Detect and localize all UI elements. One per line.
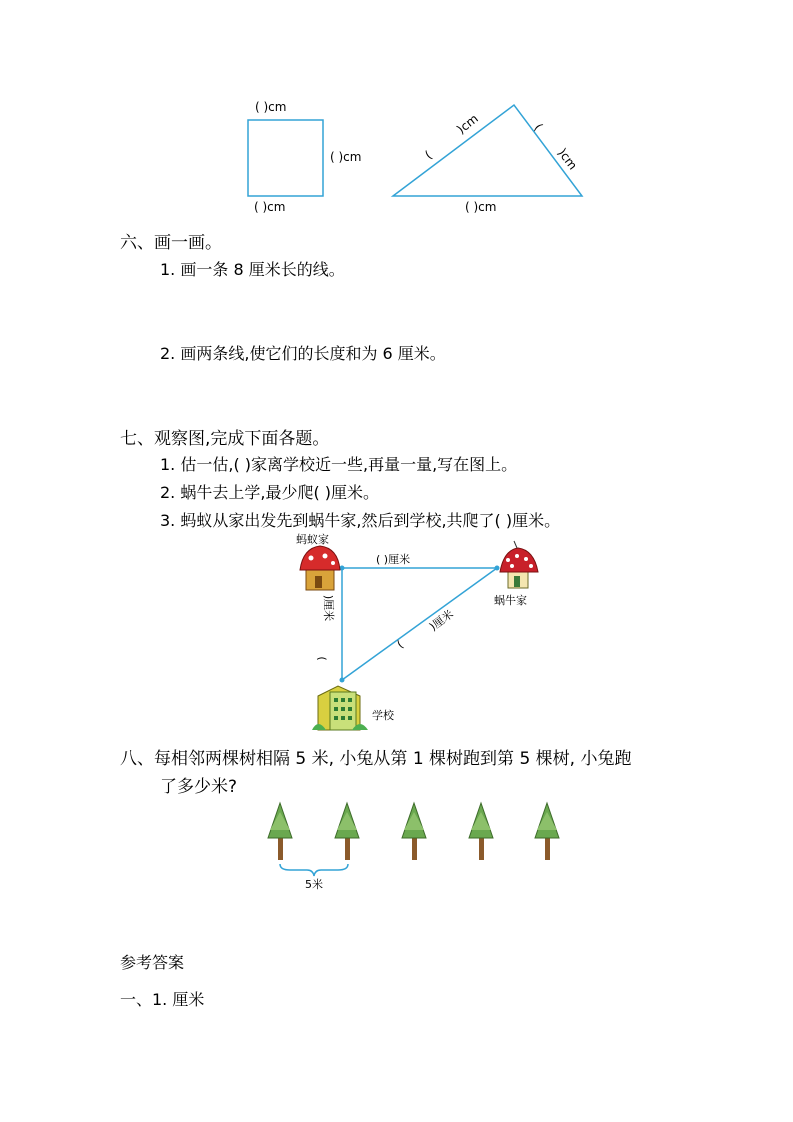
snail-home-icon	[500, 541, 538, 588]
section-7-question-1: 1. 估一估,( )家离学校近一些,再量一量,写在图上。	[160, 455, 518, 474]
snail-point	[495, 566, 500, 571]
section-8-question-line-2: 了多少米?	[160, 777, 238, 797]
section-6-question-1: 1. 画一条 8 厘米长的线。	[160, 260, 345, 279]
section-7-heading: 七、观察图,完成下面各题。	[120, 429, 330, 449]
triangle-left-close: )cm	[454, 111, 481, 137]
section-7-question-2: 2. 蜗牛去上学,最少爬( )厘米。	[160, 483, 380, 502]
square-shape	[248, 120, 323, 196]
left-distance-open: (	[315, 656, 329, 661]
section-7-question-3: 3. 蚂蚁从家出发先到蜗牛家,然后到学校,共爬了( )厘米。	[160, 511, 561, 530]
school-icon	[312, 686, 368, 730]
tree-icon-2	[335, 803, 359, 860]
left-distance-close: )厘米	[322, 594, 336, 622]
diagonal-distance-open: (	[394, 637, 406, 652]
square-bottom-label: ( )cm	[254, 200, 286, 214]
tree-icon-3	[402, 803, 426, 860]
diagonal-distance-close: )厘米	[426, 607, 456, 634]
tree-icon-1	[268, 803, 292, 860]
school-point	[340, 678, 345, 683]
triangle-left-open: (	[422, 148, 435, 162]
distance-brace	[280, 864, 348, 876]
ant-home-label: 蚂蚁家	[296, 533, 329, 546]
school-label: 学校	[372, 709, 394, 722]
tree-gap-label: 5米	[305, 878, 323, 891]
tree-icon-4	[469, 803, 493, 860]
ant-home-icon	[300, 546, 340, 590]
section-6-question-2: 2. 画两条线,使它们的长度和为 6 厘米。	[160, 344, 446, 363]
answer-1: 一、1. 厘米	[120, 990, 205, 1009]
square-top-label: ( )cm	[255, 100, 287, 114]
triangle-right-open: (	[531, 120, 546, 134]
answers-heading: 参考答案	[120, 953, 185, 972]
school-to-snail-line	[342, 568, 497, 680]
section-6-heading: 六、画一画。	[120, 233, 222, 253]
triangle-bottom-label: ( )cm	[465, 200, 497, 214]
snail-home-label: 蜗牛家	[494, 594, 527, 607]
square-right-label: ( )cm	[330, 150, 362, 164]
section-8-question-line-1: 八、每相邻两棵树相隔 5 米, 小兔从第 1 棵树跑到第 5 棵树, 小兔跑	[120, 749, 632, 769]
triangle-right-close: )cm	[554, 145, 580, 173]
top-distance-label: ( )厘米	[376, 553, 411, 566]
tree-icon-5	[535, 803, 559, 860]
